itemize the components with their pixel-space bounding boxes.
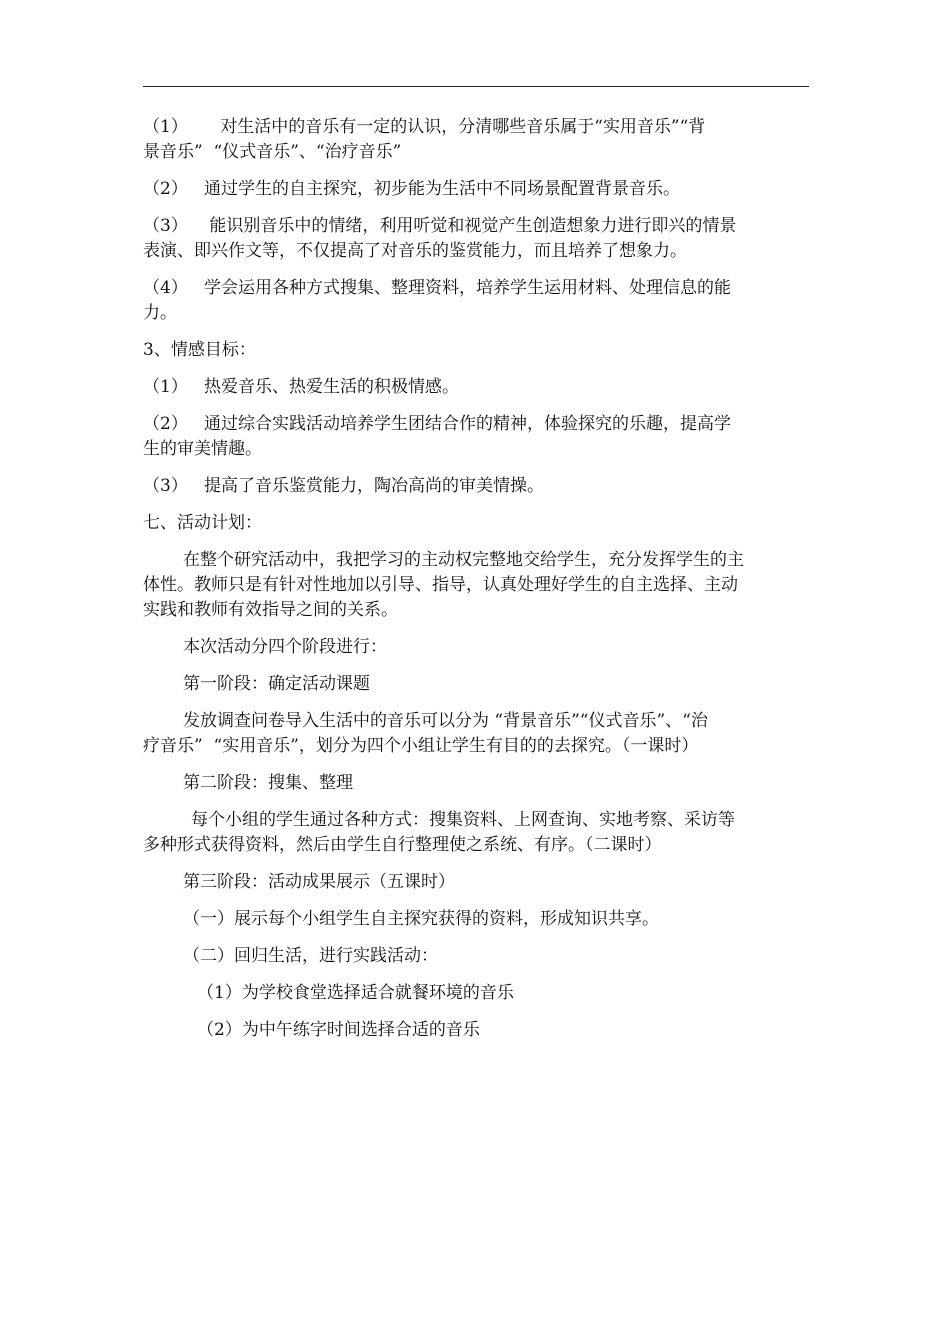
- text-line: （4） 学会运用各种方式搜集、整理资料，培养学生运用材料、处理信息的能: [143, 278, 732, 298]
- text-line: （3） 能识别音乐中的情绪，利用听觉和视觉产生创造想象力进行即兴的情景: [143, 216, 737, 236]
- text-line: 体性。教师只是有针对性地加以引导、指导，认真处理好学生的自主选择、主动: [143, 575, 738, 595]
- header-rule: [143, 86, 809, 87]
- text-line: 3、情感目标：: [143, 340, 256, 360]
- document-body: [143, 115, 809, 1043]
- text-line: 本次活动分四个阶段进行：: [183, 637, 387, 657]
- text-line: （二）回归生活，进行实践活动：: [183, 946, 438, 966]
- text-line: （一）展示每个小组学生自主探究获得的资料，形成知识共享。: [183, 909, 659, 929]
- text-line: 第一阶段：确定活动课题: [183, 674, 370, 694]
- text-line: （2）为中午练字时间选择合适的音乐: [197, 1020, 480, 1040]
- text-line: 表演、即兴作文等，不仅提高了对音乐的鉴赏能力，而且培养了想象力。: [143, 241, 687, 261]
- text-line: （1）为学校食堂选择适合就餐环境的音乐: [197, 983, 514, 1003]
- text-line: （1） 对生活中的音乐有一定的认识，分清哪些音乐属于“实用音乐”“背: [143, 117, 706, 137]
- text-line: 多种形式获得资料，然后由学生自行整理使之系统、有序。（二课时）: [143, 835, 662, 855]
- text-line: 实践和教师有效指导之间的关系。: [143, 600, 398, 620]
- text-line: 力。: [143, 303, 177, 323]
- text-line: 第二阶段：搜集、整理: [183, 773, 353, 793]
- text-line: 发放调查问卷导入生活中的音乐可以分为 “背景音乐”“仪式音乐”、“治: [183, 711, 708, 731]
- text-line: 七、活动计划：: [143, 513, 262, 533]
- text-line: 第三阶段：活动成果展示（五课时）: [183, 872, 455, 892]
- text-line: 景音乐” “仪式音乐”、“治疗音乐”: [143, 142, 402, 162]
- text-line: 在整个研究活动中，我把学习的主动权完整地交给学生，充分发挥学生的主: [183, 550, 744, 570]
- text-line: 生的审美情趣。: [143, 439, 262, 459]
- text-line: （2） 通过学生的自主探究，初步能为生活中不同场景配置背景音乐。: [143, 179, 681, 199]
- text-line: （3） 提高了音乐鉴赏能力，陶冶高尚的审美情操。: [143, 476, 545, 496]
- text-line: （1） 热爱音乐、热爱生活的积极情感。: [143, 377, 460, 397]
- text-line: （2） 通过综合实践活动培养学生团结合作的精神，体验探究的乐趣，提高学: [143, 414, 732, 434]
- text-line: 疗音乐” “实用音乐”，划分为四个小组让学生有目的的去探究。（一课时）: [143, 736, 699, 756]
- text-line: 每个小组的学生通过各种方式：搜集资料、上网查询、实地考察、采访等: [191, 810, 735, 830]
